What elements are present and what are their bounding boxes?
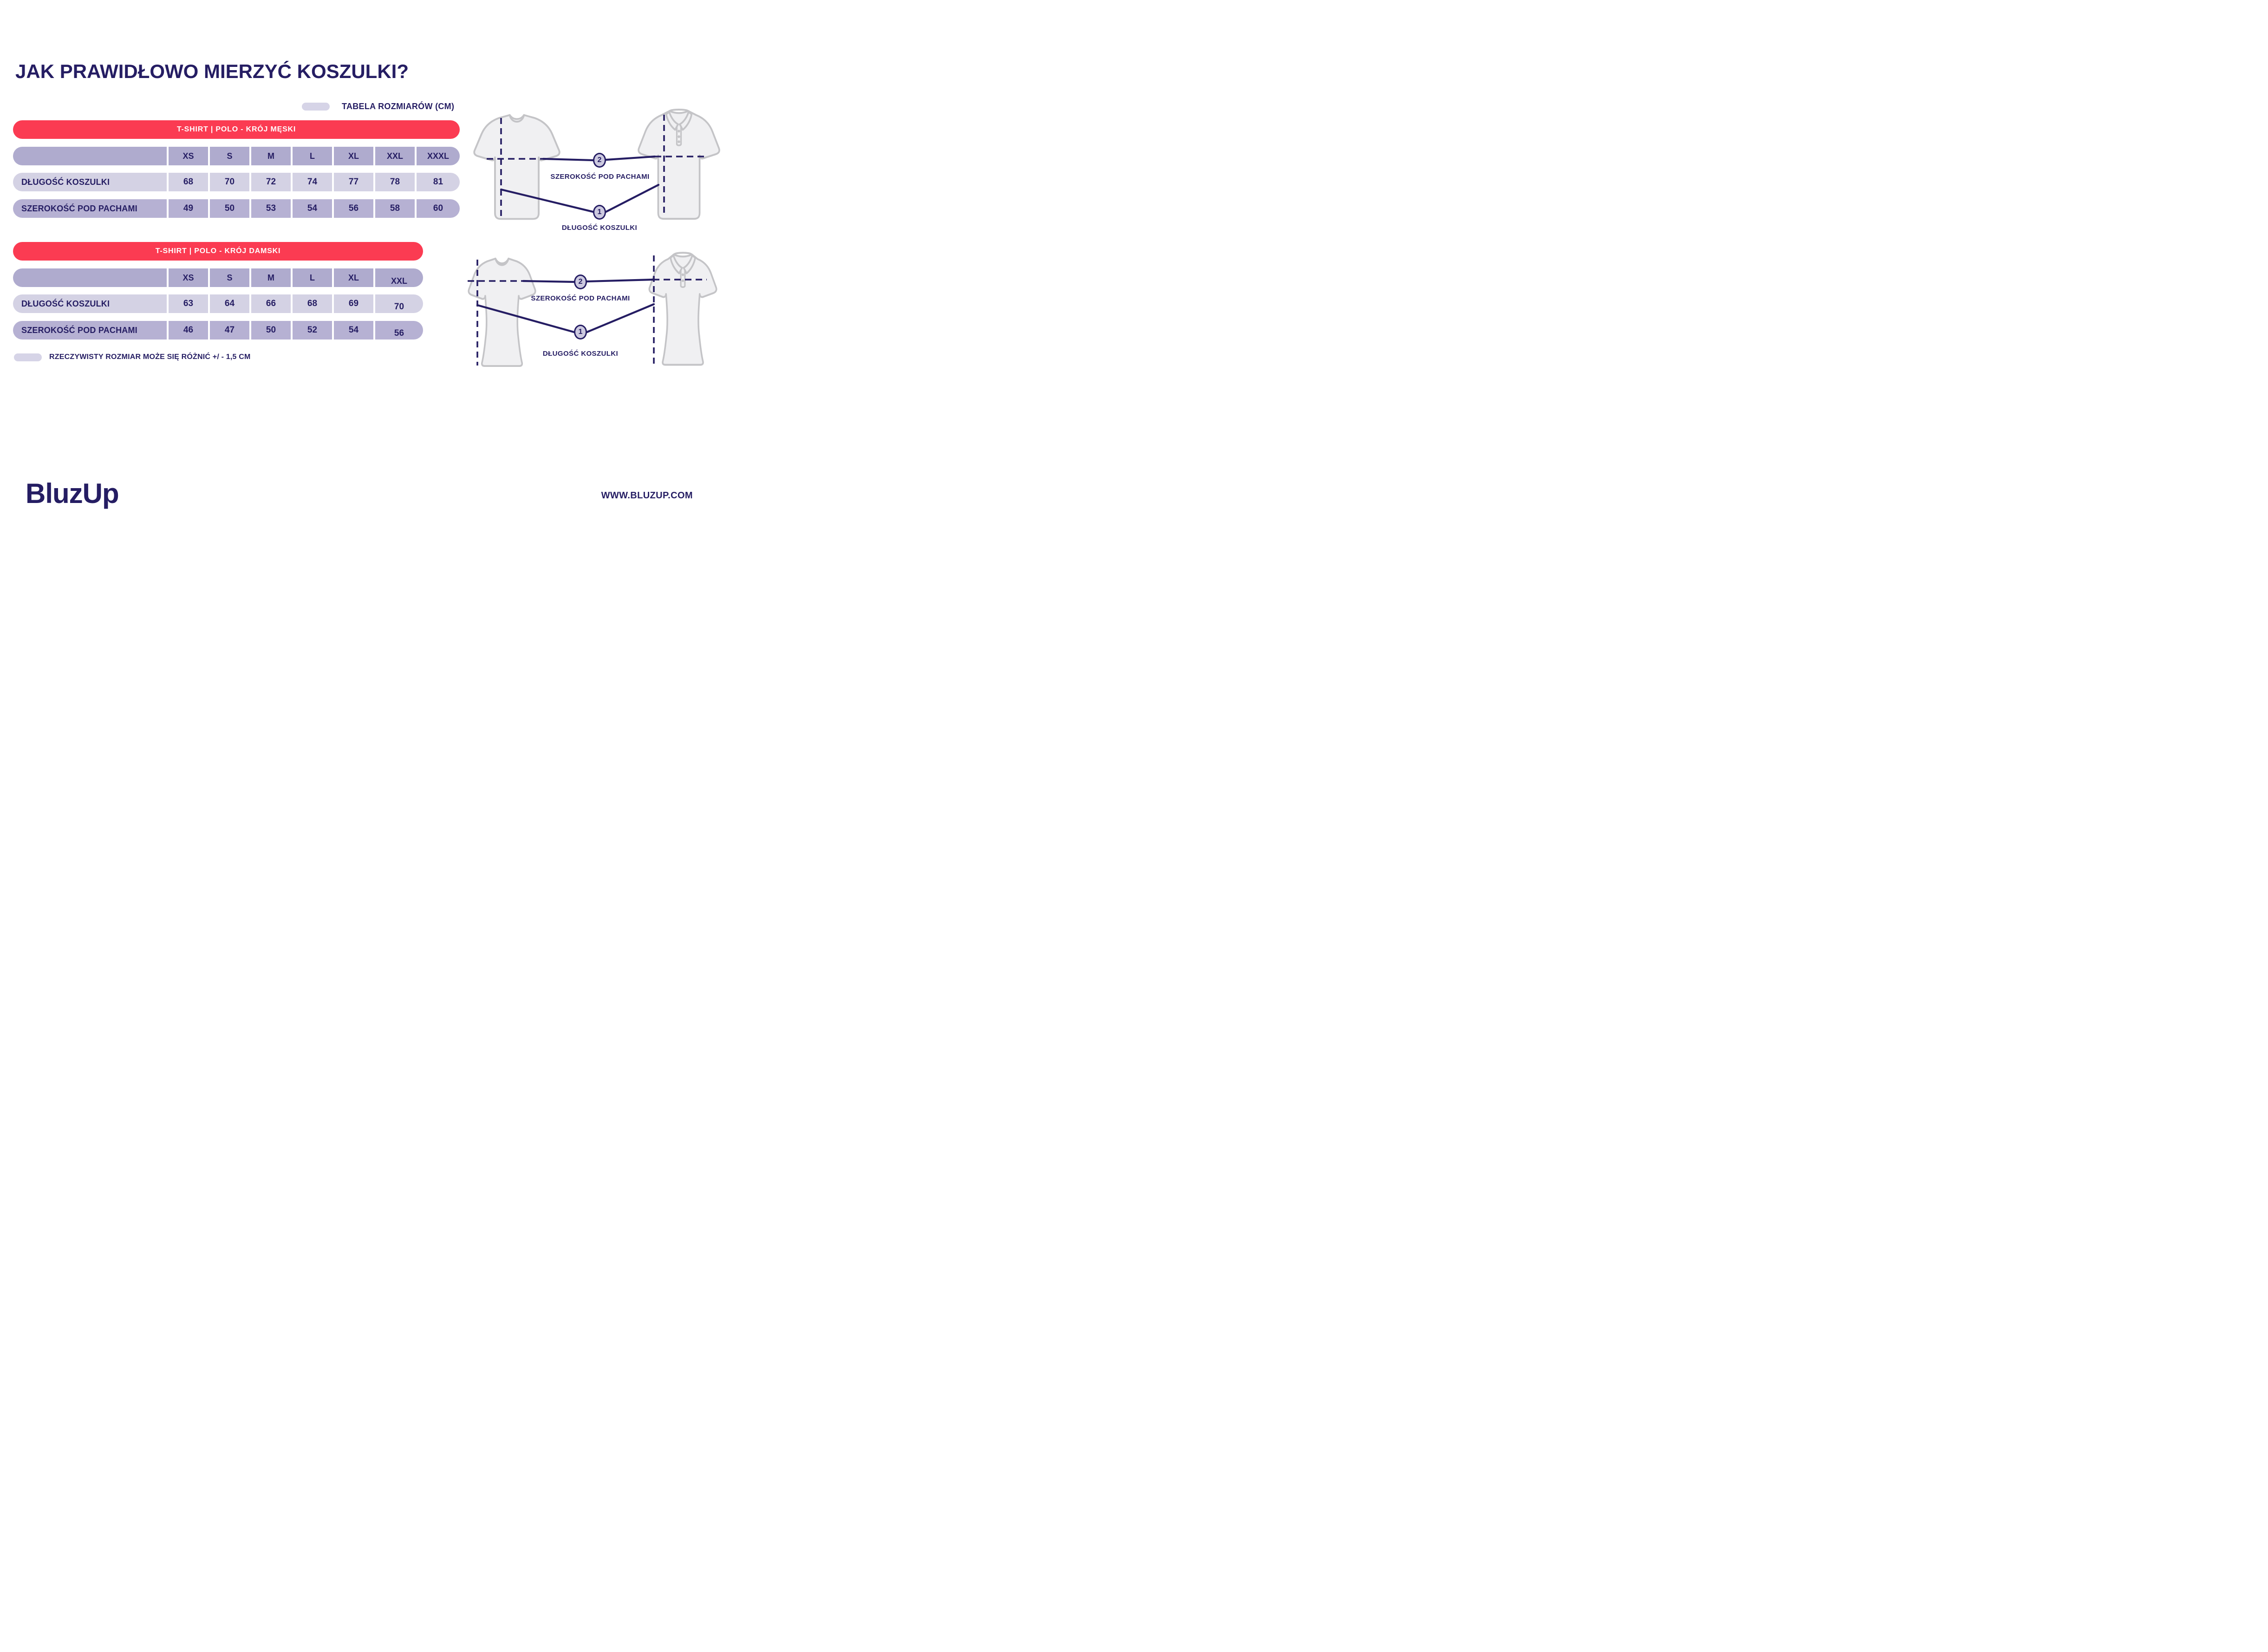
value-cell: 49 xyxy=(169,199,208,218)
value-cell xyxy=(375,294,423,313)
value-cell: 68 xyxy=(293,294,332,313)
disclaimer-text: RZECZYWISTY ROZMIAR MOŻE SIĘ RÓŻNIĆ +/ - 1,5 CM xyxy=(49,353,251,361)
size-header-cell-l: L xyxy=(293,147,332,165)
value-cell: 70 xyxy=(210,173,249,191)
length-measure-label: DŁUGOŚĆ KOSZULKI xyxy=(542,350,619,358)
row-label: SZEROKOŚĆ POD PACHAMI xyxy=(13,199,167,218)
length-measure-label: DŁUGOŚĆ KOSZULKI xyxy=(561,224,638,232)
size-header-spacer-cell xyxy=(13,147,167,165)
size-header-cell-s: S xyxy=(210,147,249,165)
table-men-width-row xyxy=(13,199,460,218)
polo-shirt-men-icon xyxy=(639,110,719,219)
website-url[interactable]: WWW.BLUZUP.COM xyxy=(601,490,693,501)
size-header-cell-xs: XS xyxy=(169,147,208,165)
table-women-length-row xyxy=(13,294,423,313)
value-cell: 77 xyxy=(334,173,373,191)
row-label: DŁUGOŚĆ KOSZULKI xyxy=(13,294,167,313)
value-cell: 50 xyxy=(251,321,291,340)
size-table-women xyxy=(13,242,423,340)
width-measure-badge: 2 xyxy=(574,274,587,289)
row-label: DŁUGOŚĆ KOSZULKI xyxy=(13,173,167,191)
value-cell: 63 xyxy=(169,294,208,313)
size-header-cell-xs: XS xyxy=(169,268,208,287)
value-cell: 66 xyxy=(251,294,291,313)
value-cell: 54 xyxy=(334,321,373,340)
size-header-cell-m: M xyxy=(251,268,291,287)
value-cell xyxy=(375,321,423,340)
disclaimer-pill-icon xyxy=(14,353,42,361)
table-men-size-header-row xyxy=(13,147,460,165)
size-header-cell-xxl xyxy=(375,268,423,287)
size-header-cell-s: S xyxy=(210,268,249,287)
value-cell: 72 xyxy=(251,173,291,191)
value-cell: 47 xyxy=(210,321,249,340)
table-women-width-row xyxy=(13,321,423,340)
value-cell: 69 xyxy=(334,294,373,313)
size-header-cell-l: L xyxy=(293,268,332,287)
table-men-length-row xyxy=(13,173,460,191)
value-label: 70 xyxy=(394,302,404,312)
width-measure-label: SZEROKOŚĆ POD PACHAMI xyxy=(550,173,650,181)
value-cell: 78 xyxy=(375,173,415,191)
value-cell: 64 xyxy=(210,294,249,313)
value-cell: 50 xyxy=(210,199,249,218)
value-cell: 81 xyxy=(417,173,460,191)
value-cell: 54 xyxy=(293,199,332,218)
size-header-cell-xl: XL xyxy=(334,268,373,287)
brand-logo: BluzUp xyxy=(26,478,119,509)
measuring-diagram-men xyxy=(467,106,727,238)
value-cell: 74 xyxy=(293,173,332,191)
size-header-label: XXL xyxy=(391,276,407,286)
tshirt-men-icon xyxy=(474,115,560,219)
row-label: SZEROKOŚĆ POD PACHAMI xyxy=(13,321,167,340)
length-measure-badge: 1 xyxy=(574,325,587,340)
measuring-diagram-women xyxy=(441,248,728,370)
value-cell: 68 xyxy=(169,173,208,191)
page-title: JAK PRAWIDŁOWO MIERZYĆ KOSZULKI? xyxy=(15,60,409,82)
size-header-cell-xxxl: XXXL xyxy=(417,147,460,165)
size-header-cell-xl: XL xyxy=(334,147,373,165)
polo-shirt-women-icon xyxy=(649,253,716,365)
length-measure-badge: 1 xyxy=(593,205,606,220)
value-cell: 52 xyxy=(293,321,332,340)
size-table-men xyxy=(13,120,460,218)
size-header-spacer-cell xyxy=(13,268,167,287)
table-women-size-header-row xyxy=(13,268,423,287)
width-measure-badge: 2 xyxy=(593,153,606,168)
caption-pill-icon xyxy=(302,103,330,111)
value-cell: 46 xyxy=(169,321,208,340)
value-cell: 56 xyxy=(334,199,373,218)
table-women-banner: T-SHIRT | POLO - KRÓJ DAMSKI xyxy=(13,242,423,261)
size-header-cell-m: M xyxy=(251,147,291,165)
size-header-cell-xxl: XXL xyxy=(375,147,415,165)
disclaimer-block xyxy=(14,353,251,361)
width-measure-label: SZEROKOŚĆ POD PACHAMI xyxy=(531,294,630,302)
value-cell: 60 xyxy=(417,199,460,218)
value-label: 56 xyxy=(394,328,404,338)
table-men-banner: T-SHIRT | POLO - KRÓJ MĘSKI xyxy=(13,120,460,139)
infographic-page xyxy=(0,0,728,530)
value-cell: 53 xyxy=(251,199,291,218)
value-cell: 58 xyxy=(375,199,415,218)
size-table-caption-block xyxy=(302,102,454,111)
size-table-caption: TABELA ROZMIARÓW (CM) xyxy=(342,102,455,111)
